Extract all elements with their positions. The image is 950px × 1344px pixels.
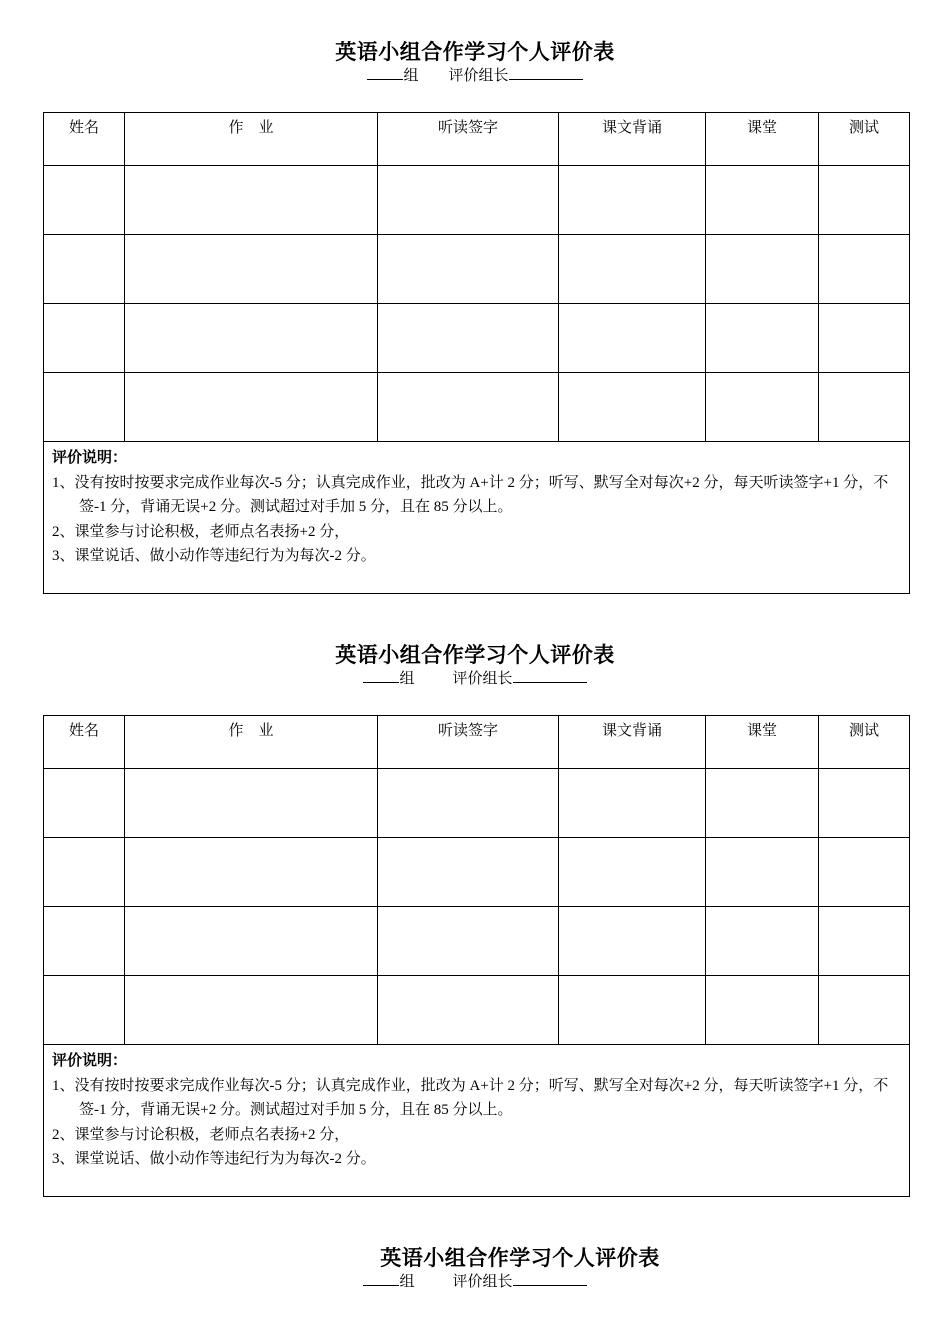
header-classroom: 课堂: [706, 716, 819, 769]
table-cell[interactable]: [378, 769, 559, 838]
table-cell[interactable]: [44, 976, 125, 1045]
group-blank[interactable]: [363, 1271, 399, 1286]
header-test: 测试: [819, 716, 910, 769]
header-name: 姓名: [44, 716, 125, 769]
header-classroom: 课堂: [706, 113, 819, 166]
notes-title: 评价说明：: [52, 1053, 128, 1069]
table-cell[interactable]: [44, 235, 125, 304]
table-cell[interactable]: [706, 166, 819, 235]
group-label: 组: [403, 68, 419, 84]
table-cell[interactable]: [125, 976, 378, 1045]
leader-blank[interactable]: [513, 668, 587, 683]
note-item: 3、课堂说话、做小动作等违纪行为为每次-2 分。: [52, 548, 376, 564]
form-2-subline: [0, 667, 950, 688]
table-cell[interactable]: [706, 907, 819, 976]
table-cell[interactable]: [44, 373, 125, 442]
note-item: 2、课堂参与讨论积极，老师点名表扬+2 分，: [52, 1126, 350, 1143]
table-row: [44, 838, 910, 907]
table-cell[interactable]: [559, 769, 706, 838]
table-cell[interactable]: [819, 838, 910, 907]
group-blank[interactable]: [363, 668, 399, 683]
leader-label: 评价组长: [452, 671, 513, 687]
group-label: 组: [399, 671, 415, 687]
table-cell[interactable]: [819, 166, 910, 235]
table-cell[interactable]: [44, 907, 125, 976]
group-label: 组: [399, 1274, 415, 1290]
form-3-title: 英语小组合作学习个人评价表: [380, 1246, 660, 1270]
table-cell[interactable]: [819, 976, 910, 1045]
table-cell[interactable]: [378, 907, 559, 976]
table-cell[interactable]: [125, 304, 378, 373]
table-cell[interactable]: [559, 166, 706, 235]
form-1-subline: [0, 64, 950, 85]
table-cell[interactable]: [706, 304, 819, 373]
header-homework: 作 业: [125, 716, 378, 769]
table-cell[interactable]: [559, 976, 706, 1045]
evaluation-notes: [44, 442, 910, 594]
table-cell[interactable]: [125, 838, 378, 907]
table-cell[interactable]: [378, 373, 559, 442]
form-1-title: 英语小组合作学习个人评价表: [335, 40, 615, 64]
table-cell[interactable]: [125, 907, 378, 976]
notes-row: [44, 442, 910, 594]
header-recitation: 课文背诵: [559, 113, 706, 166]
table-row: [44, 769, 910, 838]
table-cell[interactable]: [378, 838, 559, 907]
note-item: 3、课堂说话、做小动作等违纪行为为每次-2 分。: [52, 1151, 376, 1167]
evaluation-table-1: [43, 112, 910, 594]
header-row: [44, 113, 910, 166]
table-cell[interactable]: [706, 769, 819, 838]
table-cell[interactable]: [819, 907, 910, 976]
notes-title: 评价说明：: [52, 450, 128, 466]
header-listening-sign: 听读签字: [378, 113, 559, 166]
form-2-title: 英语小组合作学习个人评价表: [335, 643, 615, 667]
note-item: 2、课堂参与讨论积极，老师点名表扬+2 分，: [52, 523, 350, 540]
table-cell[interactable]: [819, 235, 910, 304]
table-cell[interactable]: [559, 907, 706, 976]
evaluation-notes: [44, 1045, 910, 1197]
table-cell[interactable]: [819, 769, 910, 838]
table-cell[interactable]: [706, 373, 819, 442]
table-cell[interactable]: [44, 166, 125, 235]
table-cell[interactable]: [125, 166, 378, 235]
table-cell[interactable]: [44, 838, 125, 907]
note-item: 1、没有按时按要求完成作业每次-5 分；认真完成作业，批改为 A+计 2 分；听写、默写全对每次+2 分，每天听读签字+1 分，不签-1 分，背诵无误+2 分。测试超过对手加 5 分，且在 85 分以上。: [52, 1077, 889, 1118]
table-row: [44, 907, 910, 976]
table-cell[interactable]: [44, 769, 125, 838]
table-cell[interactable]: [44, 304, 125, 373]
table-row: [44, 235, 910, 304]
table-cell[interactable]: [378, 304, 559, 373]
table-row: [44, 976, 910, 1045]
table-cell[interactable]: [706, 235, 819, 304]
table-cell[interactable]: [125, 235, 378, 304]
table-cell[interactable]: [378, 976, 559, 1045]
table-cell[interactable]: [378, 166, 559, 235]
note-item: 1、没有按时按要求完成作业每次-5 分；认真完成作业，批改为 A+计 2 分；听写、默写全对每次+2 分，每天听读签字+1 分，不签-1 分，背诵无误+2 分。测试超过对手加 5 分，且在 85 分以上。: [52, 474, 889, 515]
form-3-subline: [0, 1270, 950, 1291]
table-cell[interactable]: [559, 304, 706, 373]
table-cell[interactable]: [559, 235, 706, 304]
leader-label: 评价组长: [452, 1274, 513, 1290]
table-row: [44, 166, 910, 235]
header-name: 姓名: [44, 113, 125, 166]
header-homework: 作 业: [125, 113, 378, 166]
leader-blank[interactable]: [513, 1271, 587, 1286]
header-test: 测试: [819, 113, 910, 166]
group-blank[interactable]: [367, 65, 403, 80]
table-cell[interactable]: [559, 373, 706, 442]
table-cell[interactable]: [125, 373, 378, 442]
table-cell[interactable]: [819, 304, 910, 373]
table-row: [44, 373, 910, 442]
table-cell[interactable]: [706, 976, 819, 1045]
table-cell[interactable]: [819, 373, 910, 442]
table-cell[interactable]: [559, 838, 706, 907]
evaluation-table-2: [43, 715, 910, 1197]
header-recitation: 课文背诵: [559, 716, 706, 769]
header-listening-sign: 听读签字: [378, 716, 559, 769]
header-row: [44, 716, 910, 769]
notes-row: [44, 1045, 910, 1197]
table-cell[interactable]: [125, 769, 378, 838]
leader-blank[interactable]: [509, 65, 583, 80]
leader-label: 评价组长: [448, 68, 509, 84]
table-cell[interactable]: [706, 838, 819, 907]
table-row: [44, 304, 910, 373]
table-cell[interactable]: [378, 235, 559, 304]
